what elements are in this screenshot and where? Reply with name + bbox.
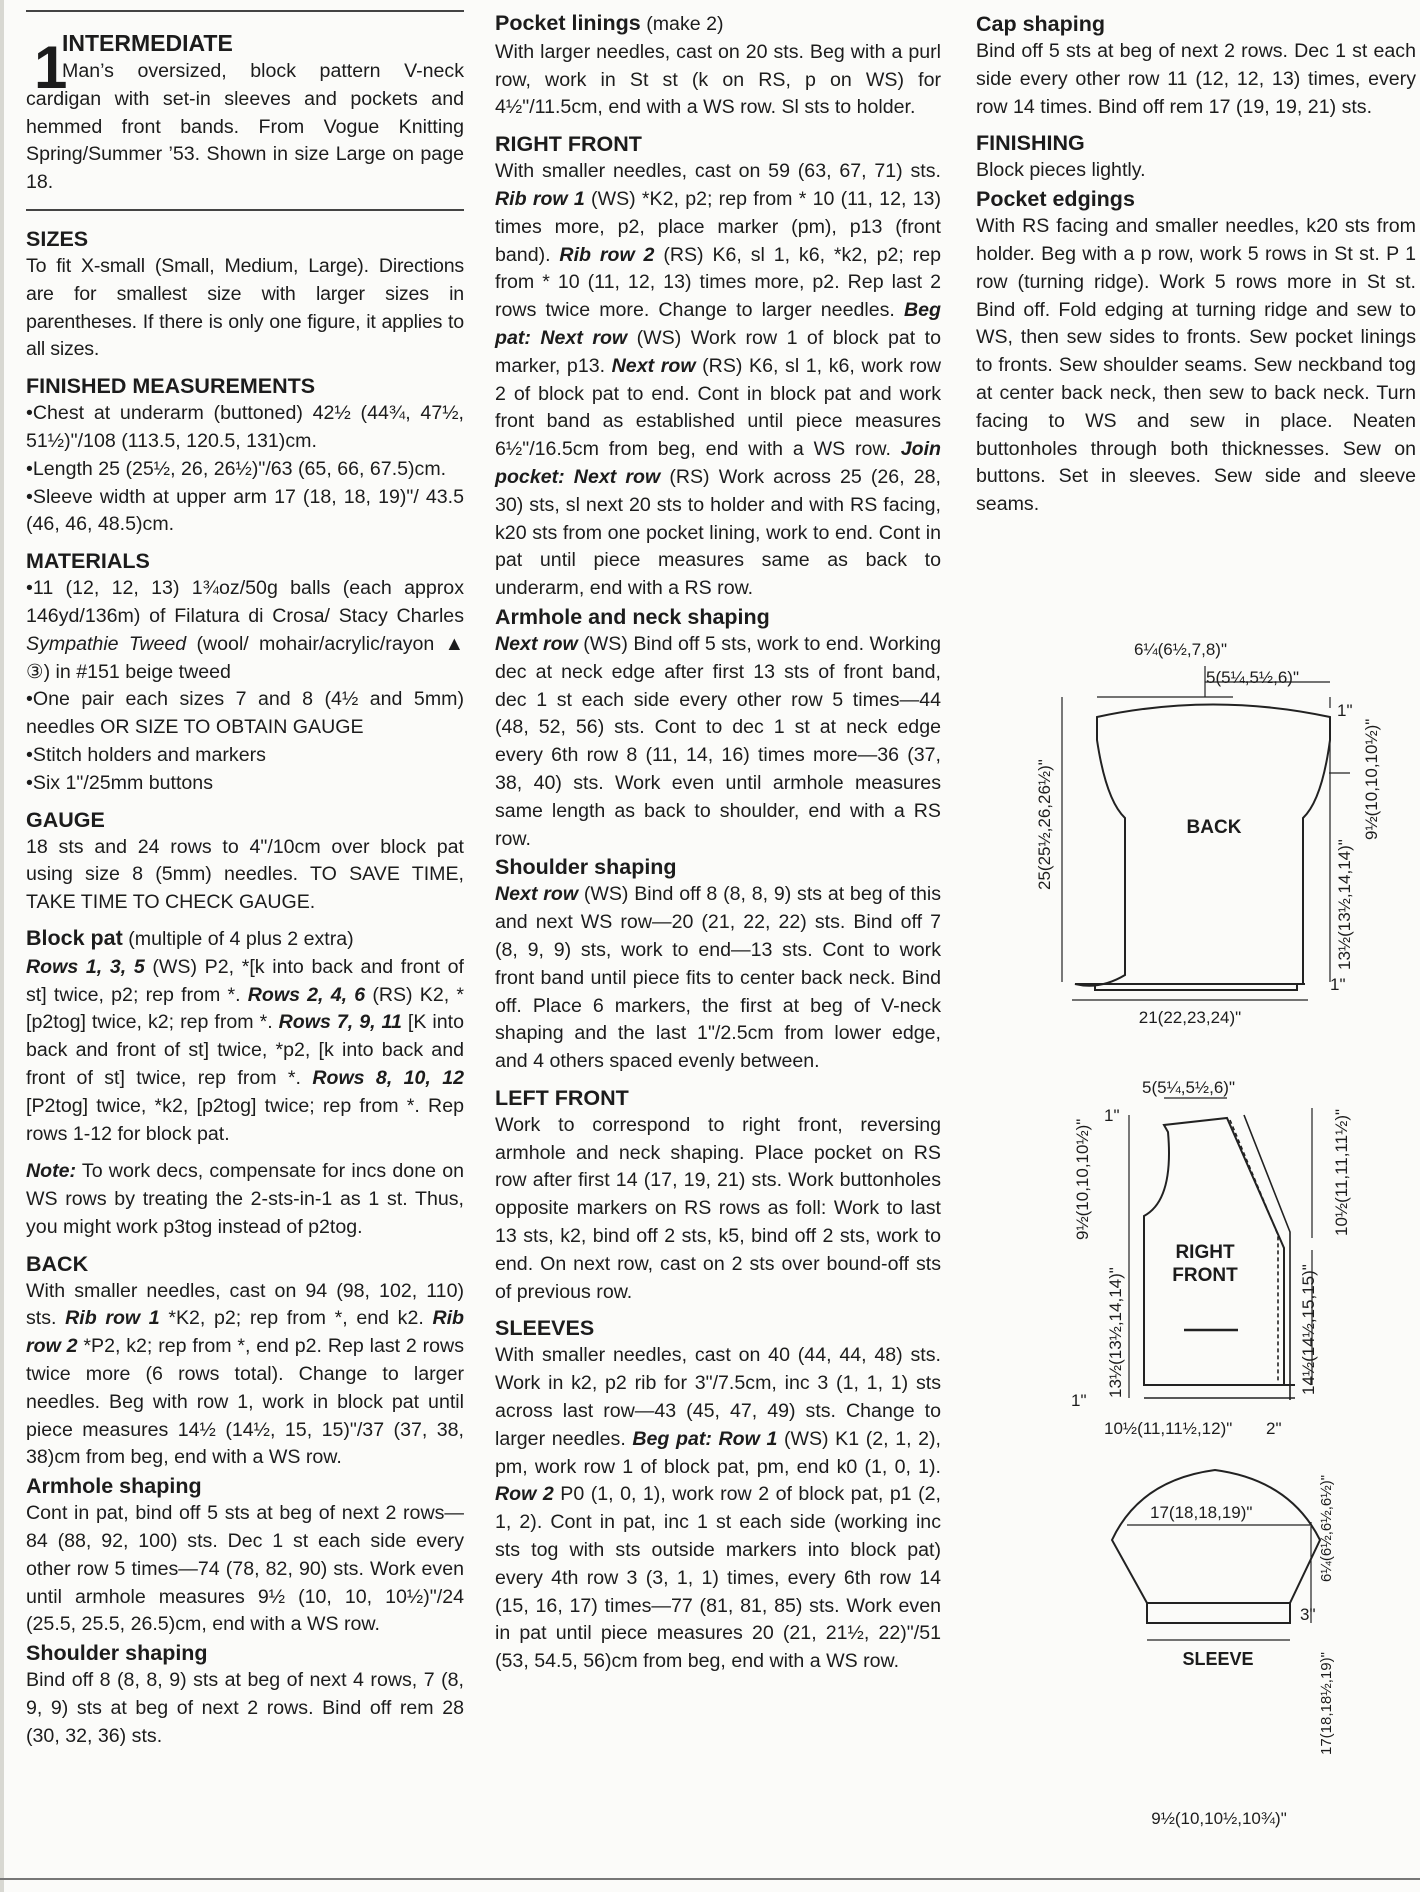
materials-needles: • One pair each sizes 7 and 8 (4½ and 5mm) needles OR SIZE TO OBTAIN GAUGE [26, 686, 464, 742]
intro-text: Man’s oversized, block pattern V-neck cardigan with set-in sleeves and pockets and hemmed front bands. From Vogue Knitting Spring/Summer ’53. Shown in size Large on page 18. [26, 60, 464, 194]
right-front-text: With smaller needles, cast on 59 (63, 67, 71) sts. Rib row 1 (WS) *K2, p2; rep from * 10 (11, 12, 13) times more, p2, place marker (pm), p13 (front band). Rib row 2 (RS) K6, sl 1, k6, *k2, p2; rep from * 10 (11, 12, 13) times more, p2. Rep last 2 rows twice more. Change to larger needles. Beg pat: Next row (WS) Work row 1 of block pat to marker, p13. Next row (RS) K6, sl 1, k6, work row 2 of block pat to end. Cont in block pat and work front band as established until piece measures 6½"/16.5cm from beg, end with a WS row. Join pocket: Next row (RS) Work across 25 (26, 28, 30) sts, sl next 20 sts to holder and with RS facing, k20 sts from one pocket lining, work to end. Cont in pat until piece measures same as back to underarm, end with a RS row. [495, 160, 941, 600]
block-pattern: Block pat (multiple of 4 plus 2 extra) Rows 1, 3, 5 (WS) P2, *[k into back and front of st] twice, p2; rep from *. Rows 2, 4, 6 (RS) K2, *[p2tog] twice, k2; rep from *. Rows 7, 9, 11 [K into back and front of st] twice, *p2, [k into back and front of st] twice, rep from *. Rows 8, 10, 12 [P2tog] twice, *k2, [p2tog] twice; rep from *. Rep rows 1-12 for block pat. [26, 925, 465, 1145]
pocket-linings: Pocket linings (make 2) [495, 11, 724, 35]
back-armhole-heading: Armhole shaping [26, 1474, 202, 1499]
back-length: 25(25½,26,26½)" [1035, 759, 1054, 890]
back-shoulder-text: Bind off 8 (8, 8, 9) sts at beg of next 4 rows, 7 (8, 9, 9) sts at beg of next 2 rows. Bind off rem 28 (30, 32, 36) sts. [26, 1669, 464, 1747]
sleeve-cuff: 3" [1300, 1605, 1316, 1624]
back-shoulder-width: 5(5¼,5½,6)" [1206, 668, 1299, 687]
front-full: 14½(14½,15,15)" [1299, 1264, 1318, 1395]
front-width: 10½(11,11½,12)" [1104, 1419, 1233, 1438]
finished-sleeve: • Sleeve width at upper arm 17 (18, 18, 19)"/ 43.5 (46, 46, 48.5)cm. [26, 484, 464, 540]
front-side: 13½(13½,14,14)" [1106, 1267, 1125, 1398]
armhole-neck-heading: Armhole and neck shaping [495, 604, 770, 629]
right-front-heading: RIGHT FRONT [495, 132, 642, 157]
front-shoulder-heading: Shoulder shaping [495, 855, 677, 880]
gauge-heading: GAUGE [26, 807, 105, 832]
skill-level-title: INTERMEDIATE [62, 30, 233, 56]
front-one-bottom: 1" [1071, 1391, 1087, 1410]
sizes-text: To fit X-small (Small, Medium, Large). Directions are for smallest size with larger sizes in parentheses. If there is only one figure, it applies to all sizes. [26, 254, 464, 361]
back-armhole-text: Cont in pat, bind off 5 sts at beg of next 2 rows—84 (88, 92, 100) sts. Dec 1 st each side every other row 5 times—74 (78, 82, 90) sts. Work even until armhole measures 9½ (10, 10, 10½)"/24 (25.5, 25.5, 26.5)cm, end with a WS row. [26, 1502, 464, 1636]
front-band: 2" [1266, 1419, 1282, 1438]
front-label-1: RIGHT [1175, 1242, 1235, 1263]
back-label: BACK [1186, 817, 1242, 838]
materials-yarn: • 11 (12, 12, 13) 1¾oz/50g balls (each approx 146yd/136m) of Filatura di Crosa/ Stacy Charles Sympathie Tweed (wool/ mohair/acrylic/rayon ▲ ③) in #151 beige tweed [26, 575, 464, 686]
left-front-text: Work to correspond to right front, reversing armhole and neck shaping. Place pocket on RS row after first 14 (17, 19, 21) sts. Work buttonholes opposite markers on RS rows as foll: Work to last 13 sts, k2, bind off 2 sts, k5, bind off 2 sts, work to end. On next row, cast on 2 sts over bound-off sts of previous row. [495, 1113, 941, 1303]
back-width: 21(22,23,24)" [1138, 1008, 1242, 1027]
pocket-edgings-text: With RS facing and smaller needles, k20 sts from holder. Beg with a p row, work 5 rows in St st. P 1 row (turning ridge). Work 5 rows more in St st. Bind off. Fold edging at turning ridge and sew to WS, then sew sides to fronts. Sew pocket linings to fronts. Sew shoulder seams. Sew neckband tog at center back neck, then sew to back neck. Turn facing to WS and sew in place. Neaten buttonholes through both thicknesses. Sew on buttons. Set in sleeves. Sew side and sleeve seams. [976, 215, 1416, 516]
sleeve-outline [1112, 1470, 1320, 1623]
materials-holders: • Stitch holders and markers [26, 742, 464, 770]
finishing-heading: FINISHING [976, 131, 1085, 156]
bottom-rule [0, 1878, 1420, 1880]
pocket-linings-text: With larger needles, cast on 20 sts. Beg with a purl row, work in St st (k on RS, p on WS) for 4½"/11.5cm, end with a WS row. Sl sts to holder. [495, 40, 941, 119]
back-one-top: 1" [1337, 701, 1353, 720]
front-armhole: 9½(10,10,10½)" [1073, 1118, 1092, 1240]
sizes-heading: SIZES [26, 226, 89, 251]
sleeve-width: 9½(10,10½,10¾)" [1151, 1809, 1287, 1828]
materials-heading: MATERIALS [26, 549, 150, 574]
sleeve-length: 17(18,18½,19)" [1318, 1652, 1335, 1755]
back-heading: BACK [26, 1251, 89, 1276]
finished-chest: • Chest at underarm (buttoned) 42½ (44¾, 47½, 51½)"/108 (113.5, 120.5, 131)cm. [26, 400, 464, 456]
sleeves-heading: SLEEVES [495, 1316, 595, 1341]
finishing-text: Block pieces lightly. [976, 159, 1146, 182]
back-text: With smaller needles, cast on 94 (98, 102, 110) sts. Rib row 1 *K2, p2; rep from *, end k2. Rib row 2 *P2, k2; rep from *, end p2. Rep last 2 rows twice more (6 rows total). Change to larger needles. Beg with row 1, work in block pat until piece measures 14½ (14½, 15, 15)"/37 (37, 38, 38)cm from beg, end with a WS row. [26, 1279, 464, 1469]
armhole-neck-text: Next row (WS) Bind off 5 sts, work to end. Working dec at neck edge after first 13 sts of front band, dec 1 st each side every other row 5 times—44 (48, 52, 56) sts. Cont to dec 1 st at neck edge every 6th row 8 (11, 14, 16) times more—36 (37, 38, 40) sts. Work even until armhole measures same length as back to shoulder, end with a RS row. [495, 632, 942, 850]
gauge-text: 18 sts and 24 rows to 4"/10cm over block pat using size 8 (5mm) needles. TO SAVE TIME, TAKE TIME TO CHECK GAUGE. [26, 835, 464, 914]
back-shoulder-heading: Shoulder shaping [26, 1641, 208, 1666]
back-outline [1075, 705, 1330, 991]
left-front-heading: LEFT FRONT [495, 1085, 629, 1110]
front-shoulder: 5(5¼,5½,6)" [1142, 1078, 1235, 1097]
sleeve-label: SLEEVE [1182, 1649, 1254, 1669]
sleeve-top: 17(18,18,19)" [1150, 1503, 1253, 1522]
cap-shaping-text: Bind off 5 sts at beg of next 2 rows. Dec 1 st each side every other row 11 (12, 12, 13) times, every row 14 times. Bind off rem 17 (19, 19, 21) sts. [976, 40, 1416, 118]
front-label-2: FRONT [1172, 1265, 1238, 1286]
finished-length: • Length 25 (25½, 26, 26½)"/63 (65, 66, 67.5)cm. [26, 456, 464, 484]
back-side: 13½(13½,14,14)" [1335, 839, 1354, 970]
finished-heading: FINISHED MEASUREMENTS [26, 374, 316, 399]
back-armhole: 9½(10,10,10½)" [1362, 718, 1381, 840]
sleeve-cap: 6¼(6½,6½,6½)" [1318, 1474, 1335, 1582]
back-top-width: 6¼(6½,7,8)" [1134, 640, 1227, 659]
front-one: 1" [1104, 1106, 1120, 1125]
cap-shaping-heading: Cap shaping [976, 12, 1106, 36]
materials-buttons: • Six 1"/25mm buttons [26, 770, 464, 798]
back-one-bottom: 1" [1330, 975, 1346, 994]
front-shoulder-text: Next row (WS) Bind off 8 (8, 8, 9) sts at beg of this and next WS row—20 (21, 22, 22) sts. Bind off 7 (8, 9, 9) sts, work to end—13 sts. Cont to work front band until piece fits to center back neck. Bind off. Place 6 markers, the first at beg of V-neck shaping and the last 1"/2.5cm from lower edge, and 4 others spaced evenly between. [495, 883, 941, 1073]
pocket-edgings-heading: Pocket edgings [976, 187, 1135, 212]
front-neck: 10½(11,11,11½)" [1332, 1108, 1351, 1236]
sleeves-text: With smaller needles, cast on 40 (44, 44, 48) sts. Work in k2, p2 rib for 3"/7.5cm, inc 3 (1, 1, 1) sts across last row—43 (45, 47, 49) sts. Change to larger needles. Beg pat: Row 1 (WS) K1 (2, 1, 2), pm, work row 1 of block pat, pm, end k0 (1, 0, 1). Row 2 P0 (1, 0, 1), work row 2 of block pat, p1 (2, 1, 2). Cont in pat, inc 1 st each side (working inc sts tog with sts outside markers into block pat) every 4th row 3 (3, 1, 1) times, every 6th row 14 (15, 16, 17) times—77 (81, 81, 85) sts. Work even in pat until piece measures 20 (21, 21½, 22)"/51 (53, 54.5, 56)cm from beg, end with a WS row. [495, 1344, 941, 1673]
skill-number: 1 [34, 34, 68, 101]
note-text: Note: To work decs, compensate for incs done on WS rows by treating the 2-sts-in-1 as 1 st. Thus, you might work p3tog instead of p2tog. [26, 1160, 464, 1238]
